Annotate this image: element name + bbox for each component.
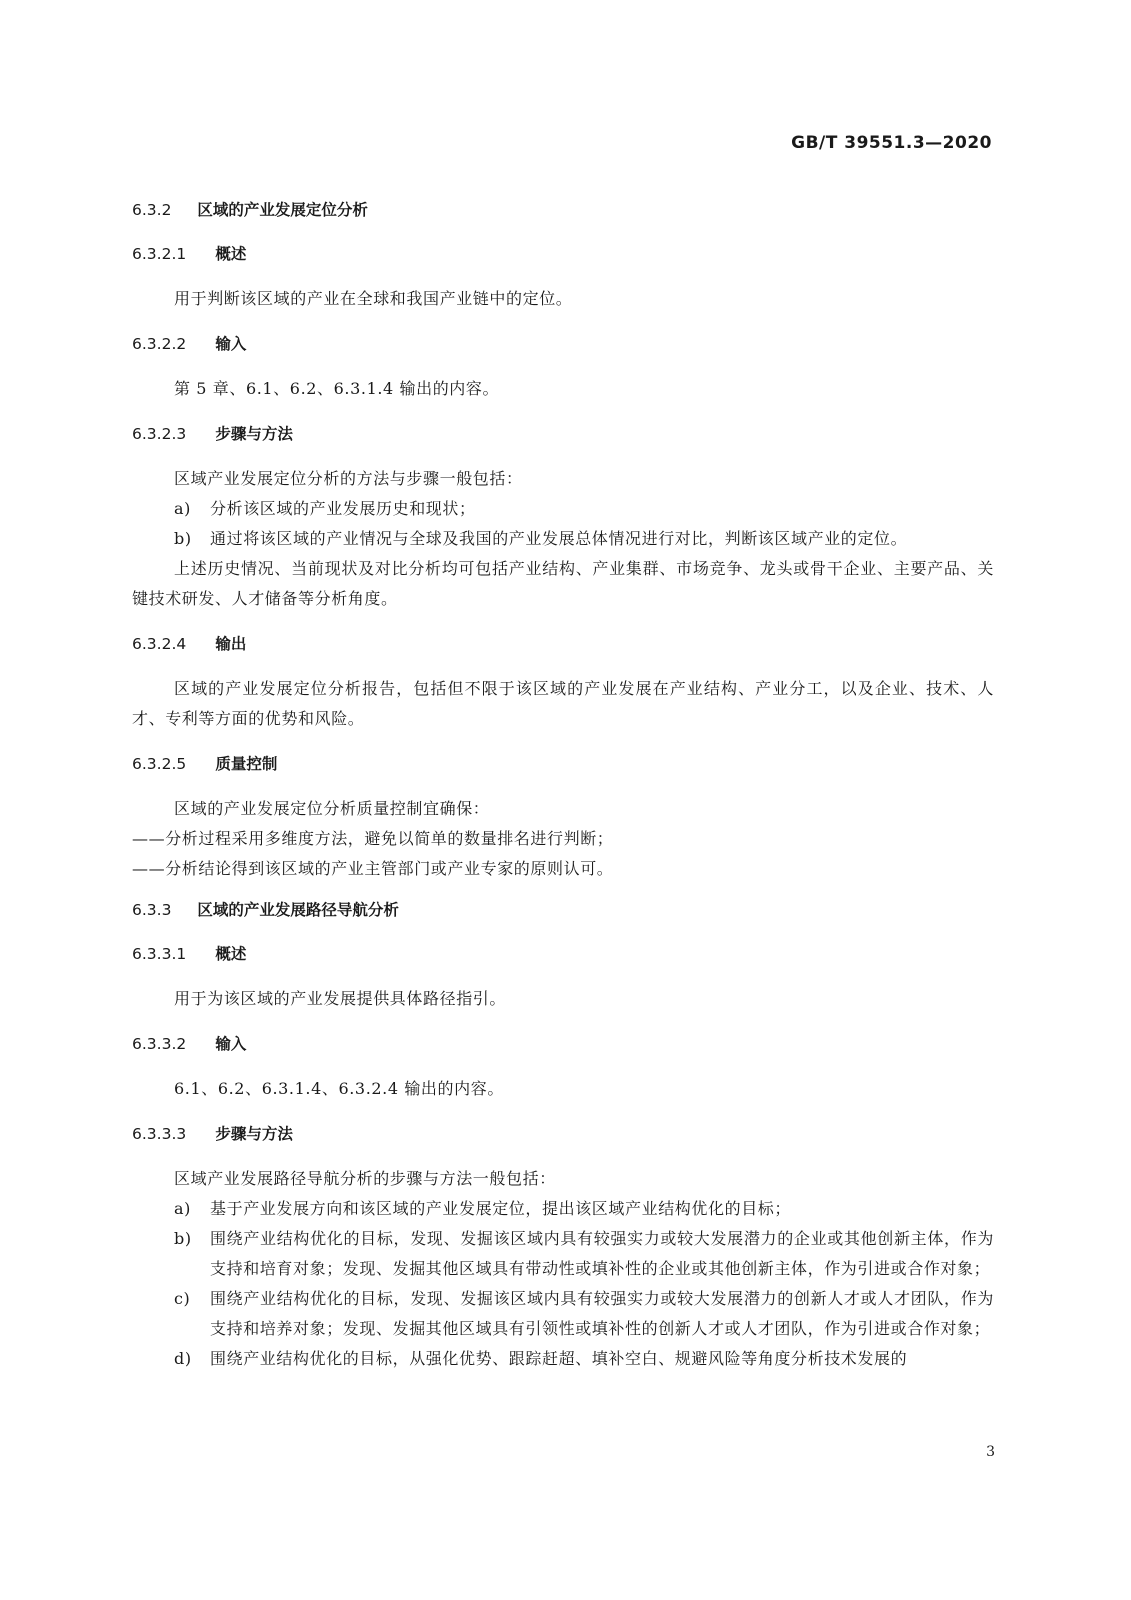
section-number: 6.3.2.1 <box>132 245 187 263</box>
list-marker: b) <box>174 1229 192 1248</box>
list-marker: d) <box>174 1349 192 1368</box>
section-number: 6.3.2 <box>132 201 172 219</box>
dash-item: ——分析过程采用多维度方法，避免以简单的数量排名进行判断； <box>132 829 614 848</box>
list-item <box>132 524 994 554</box>
section-title: 概述 <box>215 245 247 263</box>
paragraph: 区域产业发展路径导航分析的步骤与方法一般包括： <box>174 1169 556 1188</box>
section-title: 区域的产业发展路径导航分析 <box>197 901 399 919</box>
list-item <box>132 1194 994 1224</box>
section-heading <box>132 940 994 968</box>
page-number: 3 <box>986 1444 995 1460</box>
section-title: 输出 <box>215 635 247 653</box>
section-heading <box>132 750 994 778</box>
section-heading <box>132 420 994 448</box>
list-item-text: 围绕产业结构优化的目标，发现、发掘该区域内具有较强实力或较大发展潜力的企业或其他创新主体，作为支持和培育对象；发现、发掘其他区域具有带动性或填补性的企业或其他创新主体，作为引进或合作对象； <box>210 1229 994 1278</box>
section-title: 步骤与方法 <box>215 1125 293 1143</box>
list-item-text: 围绕产业结构优化的目标，从强化优势、跟踪赶超、填补空白、规避风险等角度分析技术发展的 <box>210 1349 908 1368</box>
list-marker: a) <box>174 1199 191 1218</box>
list-item <box>132 494 994 524</box>
section-number: 6.3.2.3 <box>132 425 187 443</box>
list-item <box>132 1344 994 1374</box>
list-marker: c) <box>174 1289 191 1308</box>
section-title: 输入 <box>215 335 247 353</box>
paragraph: 上述历史情况、当前现状及对比分析均可包括产业结构、产业集群、市场竞争、龙头或骨干企业、主要产品、关键技术研发、人才储备等分析角度。 <box>132 559 994 608</box>
section-heading <box>132 1030 994 1058</box>
section-title: 输入 <box>215 1035 247 1053</box>
section-heading <box>132 330 994 358</box>
document-body <box>132 196 994 1374</box>
list-item-text: 围绕产业结构优化的目标，发现、发掘该区域内具有较强实力或较大发展潜力的创新人才或人才团队，作为支持和培养对象；发现、发掘其他区域具有引领性或填补性的创新人才或人才团队，作为引进或合作对象； <box>210 1289 994 1338</box>
dash-item: ——分析结论得到该区域的产业主管部门或产业专家的原则认可。 <box>132 859 614 878</box>
paragraph: 6.1、6.2、6.3.1.4、6.3.2.4 输出的内容。 <box>174 1079 504 1098</box>
section-number: 6.3.3.3 <box>132 1125 187 1143</box>
section-heading <box>132 1120 994 1148</box>
section-number: 6.3.2.5 <box>132 755 187 773</box>
paragraph: 用于为该区域的产业发展提供具体路径指引。 <box>174 989 507 1008</box>
section-title: 步骤与方法 <box>215 425 293 443</box>
paragraph: 区域的产业发展定位分析质量控制宜确保： <box>174 799 490 818</box>
section-heading <box>132 630 994 658</box>
section-heading <box>132 196 994 224</box>
standard-code: GB/T 39551.3—2020 <box>791 133 992 153</box>
paragraph: 第 5 章、6.1、6.2、6.3.1.4 输出的内容。 <box>174 379 500 398</box>
section-number: 6.3.2.4 <box>132 635 187 653</box>
section-number: 6.3.3.1 <box>132 945 187 963</box>
paragraph: 区域的产业发展定位分析报告，包括但不限于该区域的产业发展在产业结构、产业分工，以及企业、技术、人才、专利等方面的优势和风险。 <box>132 679 994 728</box>
list-item-text: 通过将该区域的产业情况与全球及我国的产业发展总体情况进行对比，判断该区域产业的定位。 <box>210 529 908 548</box>
section-number: 6.3.3 <box>132 901 172 919</box>
section-title: 质量控制 <box>215 755 278 773</box>
section-heading <box>132 896 994 924</box>
section-number: 6.3.3.2 <box>132 1035 187 1053</box>
paragraph: 区域产业发展定位分析的方法与步骤一般包括： <box>174 469 523 488</box>
list-marker: b) <box>174 529 192 548</box>
section-title: 区域的产业发展定位分析 <box>197 201 368 219</box>
list-item <box>132 1224 994 1284</box>
paragraph: 用于判断该区域的产业在全球和我国产业链中的定位。 <box>174 289 573 308</box>
list-marker: a) <box>174 499 191 518</box>
list-item-text: 基于产业发展方向和该区域的产业发展定位，提出该区域产业结构优化的目标； <box>210 1199 792 1218</box>
section-title: 概述 <box>215 945 247 963</box>
section-heading <box>132 240 994 268</box>
list-item-text: 分析该区域的产业发展历史和现状； <box>210 499 476 518</box>
list-item <box>132 1284 994 1344</box>
section-number: 6.3.2.2 <box>132 335 187 353</box>
